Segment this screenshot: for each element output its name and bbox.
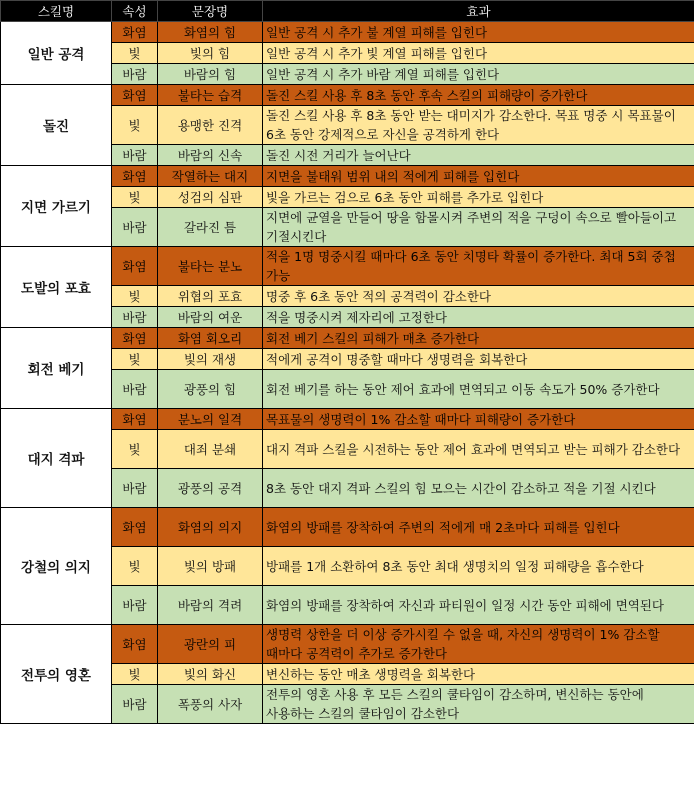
attribute-cell: 바람 [112,370,158,409]
effect-cell: 대지 격파 스킬을 시전하는 동안 제어 효과에 면역되고 받는 피해가 감소한다 [263,430,694,469]
sentence-name-cell: 빛의 화신 [158,664,263,685]
attribute-cell: 바람 [112,685,158,724]
attribute-cell: 빛 [112,430,158,469]
sentence-name-cell: 화염의 힘 [158,22,263,43]
sentence-name-cell: 바람의 여운 [158,307,263,328]
attribute-cell: 빛 [112,547,158,586]
attribute-cell: 빛 [112,286,158,307]
attribute-cell: 빛 [112,349,158,370]
attribute-cell: 빛 [112,187,158,208]
table-row [1,328,694,349]
effect-cell: 돌진 시전 거리가 늘어난다 [263,145,694,166]
sentence-name-cell: 성검의 심판 [158,187,263,208]
header-skill: 스킬명 [1,1,112,22]
skill-name-cell: 회전 베기 [1,328,112,409]
sentence-name-cell: 불타는 분노 [158,247,263,286]
skill-name-cell: 대지 격파 [1,409,112,508]
effect-cell: 적을 1명 명중시킬 때마다 6초 동안 치명타 확률이 증가한다. 최대 5회 중첩 가능 [263,247,694,286]
attribute-cell: 바람 [112,64,158,85]
attribute-cell: 빛 [112,43,158,64]
sentence-name-cell: 빛의 방패 [158,547,263,586]
sentence-name-cell: 대죄 분쇄 [158,430,263,469]
sentence-name-cell: 광풍의 공격 [158,469,263,508]
effect-cell: 화염의 방패를 장착하여 주변의 적에게 매 2초마다 피해를 입힌다 [263,508,694,547]
sentence-name-cell: 빛의 재생 [158,349,263,370]
attribute-cell: 화염 [112,508,158,547]
table-row [1,625,694,664]
attribute-cell: 화염 [112,22,158,43]
table-row [1,22,694,43]
sentence-name-cell: 빛의 힘 [158,43,263,64]
table-row [1,85,694,106]
sentence-name-cell: 바람의 신속 [158,145,263,166]
skill-name-cell: 일반 공격 [1,22,112,85]
header-attribute: 속성 [112,1,158,22]
sentence-name-cell: 바람의 격려 [158,586,263,625]
effect-cell: 전투의 영혼 사용 후 모든 스킬의 쿨타임이 감소하며, 변신하는 동안에 사용하는 스킬의 쿨타임이 감소한다 [263,685,694,724]
attribute-cell: 화염 [112,328,158,349]
effect-cell: 빛을 가르는 검으로 6초 동안 피해를 추가로 입힌다 [263,187,694,208]
attribute-cell: 바람 [112,586,158,625]
effect-cell: 8초 동안 대지 격파 스킬의 힘 모으는 시간이 감소하고 적을 기절 시킨다 [263,469,694,508]
attribute-cell: 바람 [112,469,158,508]
sentence-name-cell: 작열하는 대지 [158,166,263,187]
attribute-cell: 화염 [112,625,158,664]
attribute-cell: 화염 [112,85,158,106]
sentence-name-cell: 화염의 의지 [158,508,263,547]
effect-cell: 회전 베기 스킬의 피해가 매초 증가한다 [263,328,694,349]
sentence-name-cell: 광란의 피 [158,625,263,664]
skill-name-cell: 돌진 [1,85,112,166]
effect-cell: 목표물의 생명력이 1% 감소할 때마다 피해량이 증가한다 [263,409,694,430]
sentence-name-cell: 불타는 습격 [158,85,263,106]
effect-cell: 변신하는 동안 매초 생명력을 회복한다 [263,664,694,685]
header-sentence: 문장명 [158,1,263,22]
effect-cell: 지면을 불태워 범위 내의 적에게 피해를 입힌다 [263,166,694,187]
effect-cell: 돌진 스킬 사용 후 8초 동안 받는 대미지가 감소한다. 목표 명중 시 목표물이 6초 동안 강제적으로 자신을 공격하게 한다 [263,106,694,145]
sentence-name-cell: 분노의 일격 [158,409,263,430]
sentence-name-cell: 화염 회오리 [158,328,263,349]
effect-cell: 화염의 방패를 장착하여 자신과 파티원이 일정 시간 동안 피해에 면역된다 [263,586,694,625]
effect-cell: 명중 후 6초 동안 적의 공격력이 감소한다 [263,286,694,307]
effect-cell: 일반 공격 시 추가 바람 계열 피해를 입힌다 [263,64,694,85]
attribute-cell: 바람 [112,145,158,166]
skill-name-cell: 전투의 영혼 [1,625,112,724]
header-row [1,1,694,22]
attribute-cell: 빛 [112,664,158,685]
sentence-name-cell: 폭풍의 사자 [158,685,263,724]
attribute-cell: 화염 [112,247,158,286]
effect-cell: 생명력 상한을 더 이상 증가시킬 수 없을 때, 자신의 생명력이 1% 감소할 때마다 공격력이 추가로 증가한다 [263,625,694,664]
attribute-cell: 화염 [112,409,158,430]
sentence-name-cell: 바람의 힘 [158,64,263,85]
header-effect: 효과 [263,1,694,22]
attribute-cell: 바람 [112,307,158,328]
effect-cell: 적에게 공격이 명중할 때마다 생명력을 회복한다 [263,349,694,370]
skill-name-cell: 지면 가르기 [1,166,112,247]
sentence-name-cell: 위협의 포효 [158,286,263,307]
table-row [1,409,694,430]
effect-cell: 회전 베기를 하는 동안 제어 효과에 면역되고 이동 속도가 50% 증가한다 [263,370,694,409]
skill-name-cell: 강철의 의지 [1,508,112,625]
skill-name-cell: 도발의 포효 [1,247,112,328]
effect-cell: 돌진 스킬 사용 후 8초 동안 후속 스킬의 피해량이 증가한다 [263,85,694,106]
effect-cell: 일반 공격 시 추가 불 계열 피해를 입힌다 [263,22,694,43]
effect-cell: 일반 공격 시 추가 빛 계열 피해를 입힌다 [263,43,694,64]
attribute-cell: 바람 [112,208,158,247]
attribute-cell: 화염 [112,166,158,187]
attribute-cell: 빛 [112,106,158,145]
sentence-name-cell: 갈라진 틈 [158,208,263,247]
table-row [1,166,694,187]
sentence-name-cell: 용맹한 진격 [158,106,263,145]
effect-cell: 적을 명중시켜 제자리에 고정한다 [263,307,694,328]
effect-cell: 지면에 균열을 만들어 땅을 함몰시켜 주변의 적을 구덩이 속으로 빨아들이고 기절시킨다 [263,208,694,247]
effect-cell: 방패를 1개 소환하여 8초 동안 최대 생명치의 일정 피해량을 흡수한다 [263,547,694,586]
table-row [1,508,694,547]
sentence-name-cell: 광풍의 힘 [158,370,263,409]
table-row [1,247,694,286]
